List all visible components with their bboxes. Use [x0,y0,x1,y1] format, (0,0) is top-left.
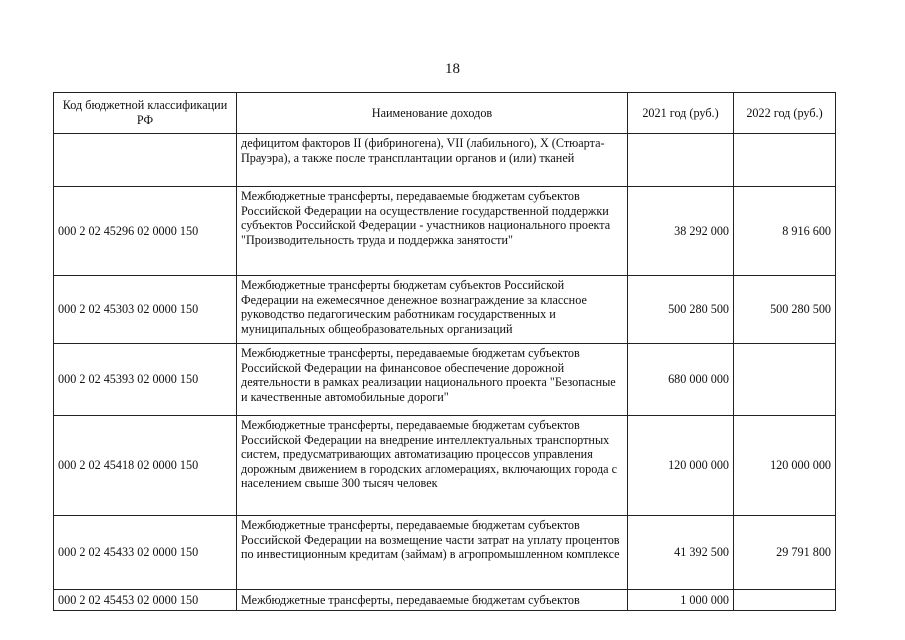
budget-code-cell: 000 2 02 45303 02 0000 150 [54,276,237,344]
income-table [53,92,836,611]
amount-2022-cell: 8 916 600 [734,187,836,276]
header-name: Наименование доходов [237,93,628,134]
income-name-cell: Межбюджетные трансферты, передаваемые бюджетам субъектов Российской Федерации на внедрение интеллектуальных транспортных систем, предусматривающих автоматизацию процессов управления дорожным движением в городских агломерациях, включающих города с населением свыше 300 тысяч человек [237,416,628,516]
budget-code-cell: 000 2 02 45296 02 0000 150 [54,187,237,276]
income-name-cell: Межбюджетные трансферты, передаваемые бюджетам субъектов Российской Федерации на финансовое обеспечение дорожной деятельности в рамках реализации национального проекта "Безопасные и качественные автомобильные дороги" [237,344,628,416]
amount-2021-cell: 120 000 000 [628,416,734,516]
table-row [54,187,836,276]
budget-code-cell: 000 2 02 45433 02 0000 150 [54,516,237,590]
table-row [54,134,836,187]
table-row [54,516,836,590]
amount-2022-cell [734,134,836,187]
page-number: 18 [445,61,460,77]
amount-2021-cell: 1 000 000 [628,590,734,611]
table-header-row [54,93,836,134]
amount-2022-cell [734,344,836,416]
table-row [54,344,836,416]
income-name-cell: дефицитом факторов II (фибриногена), VII (лабильного), X (Стюарта-Прауэра), а также после трансплантации органов и (или) тканей [237,134,628,187]
budget-code-cell: 000 2 02 45453 02 0000 150 [54,590,237,611]
amount-2022-cell: 500 280 500 [734,276,836,344]
amount-2021-cell: 41 392 500 [628,516,734,590]
amount-2022-cell: 120 000 000 [734,416,836,516]
income-name-cell: Межбюджетные трансферты, передаваемые бюджетам субъектов Российской Федерации на осуществление государственной поддержки субъектов Российской Федерации - участников национального проекта "Производительность труда и поддержка занятости" [237,187,628,276]
amount-2022-cell [734,590,836,611]
amount-2021-cell: 38 292 000 [628,187,734,276]
amount-2021-cell: 500 280 500 [628,276,734,344]
table-row [54,276,836,344]
budget-code-cell: 000 2 02 45418 02 0000 150 [54,416,237,516]
income-name-cell: Межбюджетные трансферты, передаваемые бюджетам субъектов [237,590,628,611]
income-name-cell: Межбюджетные трансферты, передаваемые бюджетам субъектов Российской Федерации на возмещение части затрат на уплату процентов по инвестиционным кредитам (займам) в агропромышленном комплексе [237,516,628,590]
header-code: Код бюджетной классификации РФ [54,93,237,134]
table-row [54,590,836,611]
budget-code-cell [54,134,237,187]
header-2022: 2022 год (руб.) [734,93,836,134]
amount-2021-cell [628,134,734,187]
table-row [54,416,836,516]
income-name-cell: Межбюджетные трансферты бюджетам субъектов Российской Федерации на ежемесячное денежное вознаграждение за классное руководство педагогическим работникам государственных и муниципальных общеобразовательных организаций [237,276,628,344]
header-2021: 2021 год (руб.) [628,93,734,134]
budget-code-cell: 000 2 02 45393 02 0000 150 [54,344,237,416]
amount-2021-cell: 680 000 000 [628,344,734,416]
amount-2022-cell: 29 791 800 [734,516,836,590]
